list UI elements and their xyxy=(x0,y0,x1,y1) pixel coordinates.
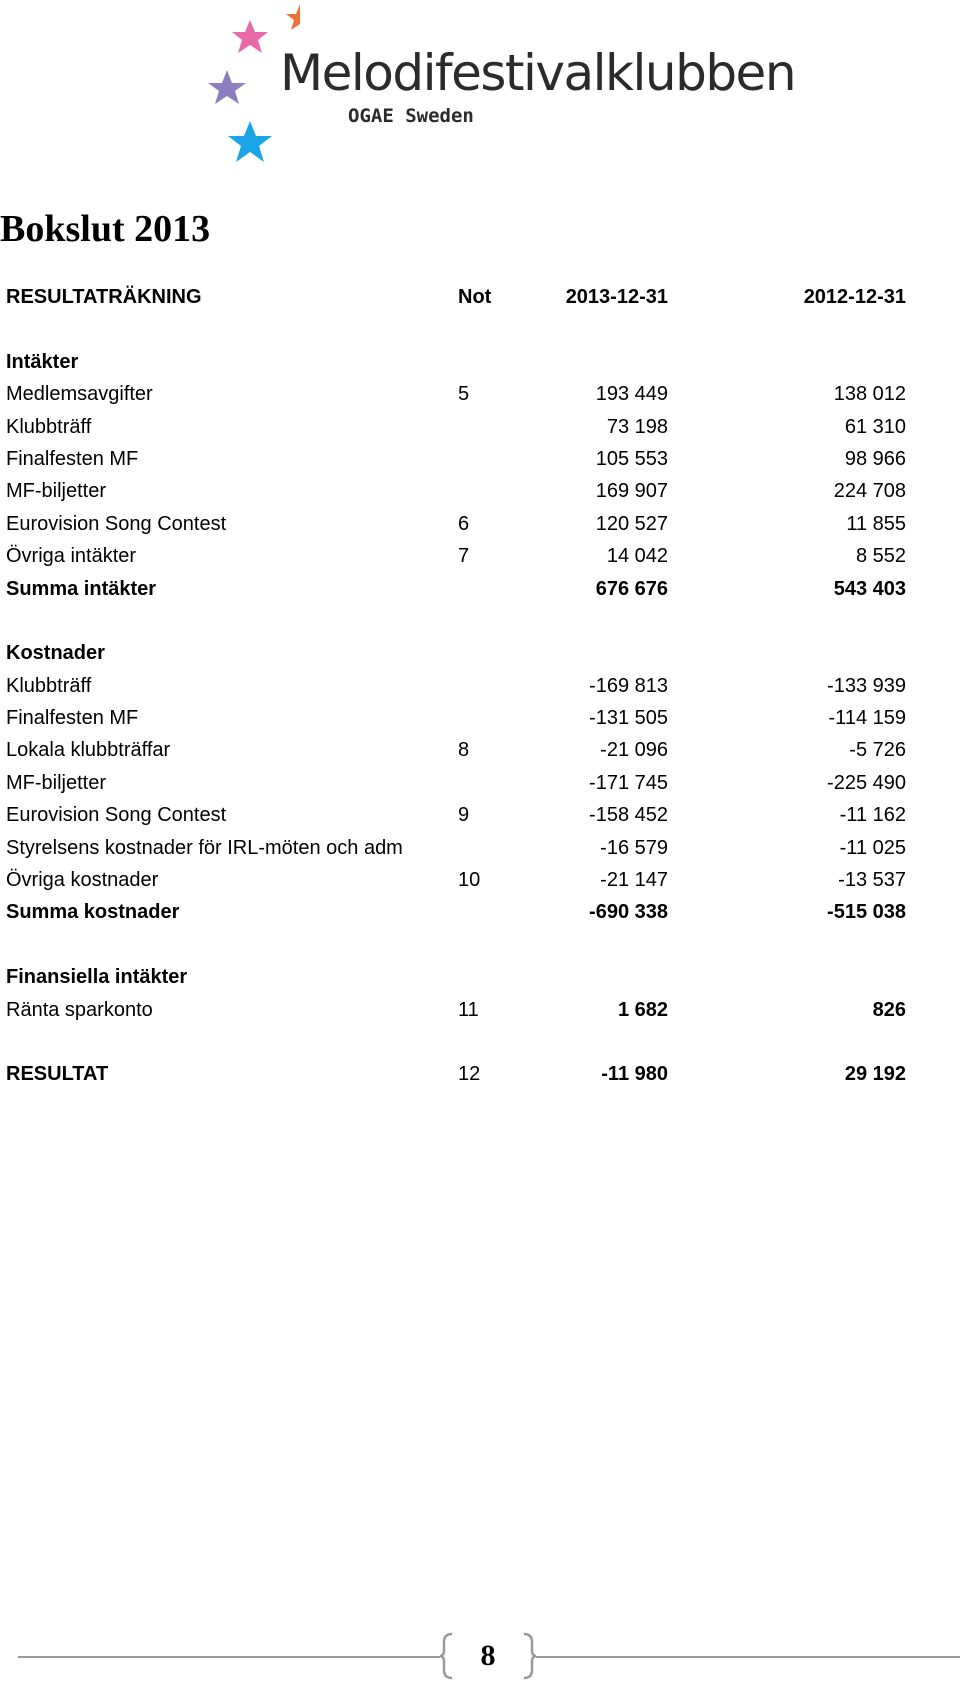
table-row xyxy=(6,734,906,766)
finansiella-rows xyxy=(6,994,906,1026)
row-label: Styrelsens kostnader för IRL-möten och adm xyxy=(6,836,403,859)
kostnader-rows xyxy=(6,670,906,897)
section-heading-kostnader xyxy=(6,637,906,669)
row-value-2013: -171 745 xyxy=(589,771,668,794)
row-label: Finalfesten MF xyxy=(6,447,139,470)
row-label: MF-biljetter xyxy=(6,480,107,503)
row-label: Övriga intäkter xyxy=(6,545,137,568)
row-value-2012: 224 708 xyxy=(833,480,906,503)
page-number: 8 xyxy=(480,1639,496,1672)
total-v2: -515 038 xyxy=(827,901,906,924)
row-value-2012: -225 490 xyxy=(827,771,906,794)
row-value-2012: -114 159 xyxy=(828,707,906,730)
spacer xyxy=(6,605,906,637)
row-label: Ränta sparkonto xyxy=(6,998,153,1021)
logo xyxy=(200,0,796,170)
row-value-2012: 826 xyxy=(872,998,906,1021)
footer-divider-right xyxy=(536,1656,960,1658)
row-value-2013: -21 147 xyxy=(600,869,668,892)
row-value-2013: 14 042 xyxy=(606,545,668,568)
row-value-2013: 120 527 xyxy=(595,512,668,535)
row-label: Klubbträff xyxy=(6,674,92,697)
total-v2: 543 403 xyxy=(833,577,906,600)
logo-wordmark: Melodifestivalklubben xyxy=(280,44,796,102)
result-v2: 29 192 xyxy=(844,1063,906,1086)
star-blue-icon xyxy=(228,121,272,162)
row-value-2013: 169 907 xyxy=(595,480,668,503)
row-note: 6 xyxy=(458,512,470,535)
header-note: Not xyxy=(458,286,492,308)
row-value-2012: -11 162 xyxy=(839,804,906,827)
logo-subtitle: OGAE Sweden xyxy=(348,105,474,127)
row-value-2013: -16 579 xyxy=(600,836,668,859)
row-value-2013: -131 505 xyxy=(589,707,668,730)
row-value-2013: -158 452 xyxy=(589,804,668,827)
table-row xyxy=(6,411,906,443)
footer-divider-left xyxy=(18,1656,440,1658)
total-v1: 676 676 xyxy=(595,577,668,600)
total-label: Summa kostnader xyxy=(6,901,180,924)
total-v1: -690 338 xyxy=(589,901,668,924)
row-note: 9 xyxy=(458,804,470,827)
row-value-2013: -21 096 xyxy=(600,739,668,762)
row-value-2012: -133 939 xyxy=(827,674,906,697)
row-value-2012: -5 726 xyxy=(849,739,906,762)
row-note: 10 xyxy=(458,869,481,892)
income-statement xyxy=(6,281,906,1091)
row-value-2012: -13 537 xyxy=(838,869,906,892)
spacer xyxy=(6,929,906,961)
table-row xyxy=(6,670,906,702)
table-row xyxy=(6,508,906,540)
spacer xyxy=(6,313,906,345)
result-row xyxy=(6,1058,906,1090)
result-label: RESULTAT xyxy=(6,1063,109,1086)
header-label: RESULTATRÄKNING xyxy=(6,286,202,308)
section-heading-label: Kostnader xyxy=(6,642,105,665)
row-note: 7 xyxy=(458,545,470,568)
result-v1: -11 980 xyxy=(601,1063,668,1086)
row-value-2013: -169 813 xyxy=(589,674,668,697)
row-label: MF-biljetter xyxy=(6,771,107,794)
table-row xyxy=(6,832,906,864)
row-label: Medlemsavgifter xyxy=(6,383,153,406)
total-label: Summa intäkter xyxy=(6,577,157,600)
row-value-2013: 1 682 xyxy=(617,998,668,1021)
table-row xyxy=(6,378,906,410)
row-value-2012: 11 855 xyxy=(846,512,906,535)
table-row xyxy=(6,443,906,475)
row-label: Eurovision Song Contest xyxy=(6,512,227,535)
header-col1: 2013-12-31 xyxy=(565,286,668,308)
section-heading-label: Intäkter xyxy=(6,350,79,373)
table-row xyxy=(6,994,906,1026)
table-row xyxy=(6,864,906,896)
row-value-2012: 61 310 xyxy=(844,415,906,438)
row-label: Finalfesten MF xyxy=(6,707,139,730)
table-row xyxy=(6,799,906,831)
row-value-2012: 138 012 xyxy=(833,383,906,406)
row-note: 11 xyxy=(458,998,479,1021)
total-row-intakter xyxy=(6,573,906,605)
table-row xyxy=(6,702,906,734)
section-heading-label: Finansiella intäkter xyxy=(6,966,188,989)
total-row-kostnader xyxy=(6,896,906,928)
row-label: Eurovision Song Contest xyxy=(6,804,227,827)
row-value-2013: 105 553 xyxy=(595,447,668,470)
table-row xyxy=(6,475,906,507)
table-header xyxy=(6,281,906,313)
row-value-2012: -11 025 xyxy=(839,836,906,859)
row-label: Lokala klubbträffar xyxy=(6,739,171,762)
table-row xyxy=(6,767,906,799)
table-row xyxy=(6,540,906,572)
page-number-box xyxy=(440,1632,536,1680)
row-note: 8 xyxy=(458,739,470,762)
result-note: 12 xyxy=(458,1063,481,1086)
section-heading-intakter xyxy=(6,346,906,378)
row-note: 5 xyxy=(458,383,470,406)
row-value-2013: 193 449 xyxy=(595,383,668,406)
row-label: Klubbträff xyxy=(6,415,92,438)
row-value-2012: 8 552 xyxy=(855,545,906,568)
star-orange-icon xyxy=(286,4,300,30)
row-value-2013: 73 198 xyxy=(606,415,668,438)
row-value-2012: 98 966 xyxy=(844,447,906,470)
star-purple-icon xyxy=(208,70,246,104)
section-heading-finansiella xyxy=(6,961,906,993)
intakter-rows xyxy=(6,378,906,572)
star-pink-icon xyxy=(232,20,268,53)
header-col2: 2012-12-31 xyxy=(803,286,906,308)
page-title: Bokslut 2013 xyxy=(0,208,211,250)
row-label: Övriga kostnader xyxy=(6,869,159,892)
spacer xyxy=(6,1026,906,1058)
